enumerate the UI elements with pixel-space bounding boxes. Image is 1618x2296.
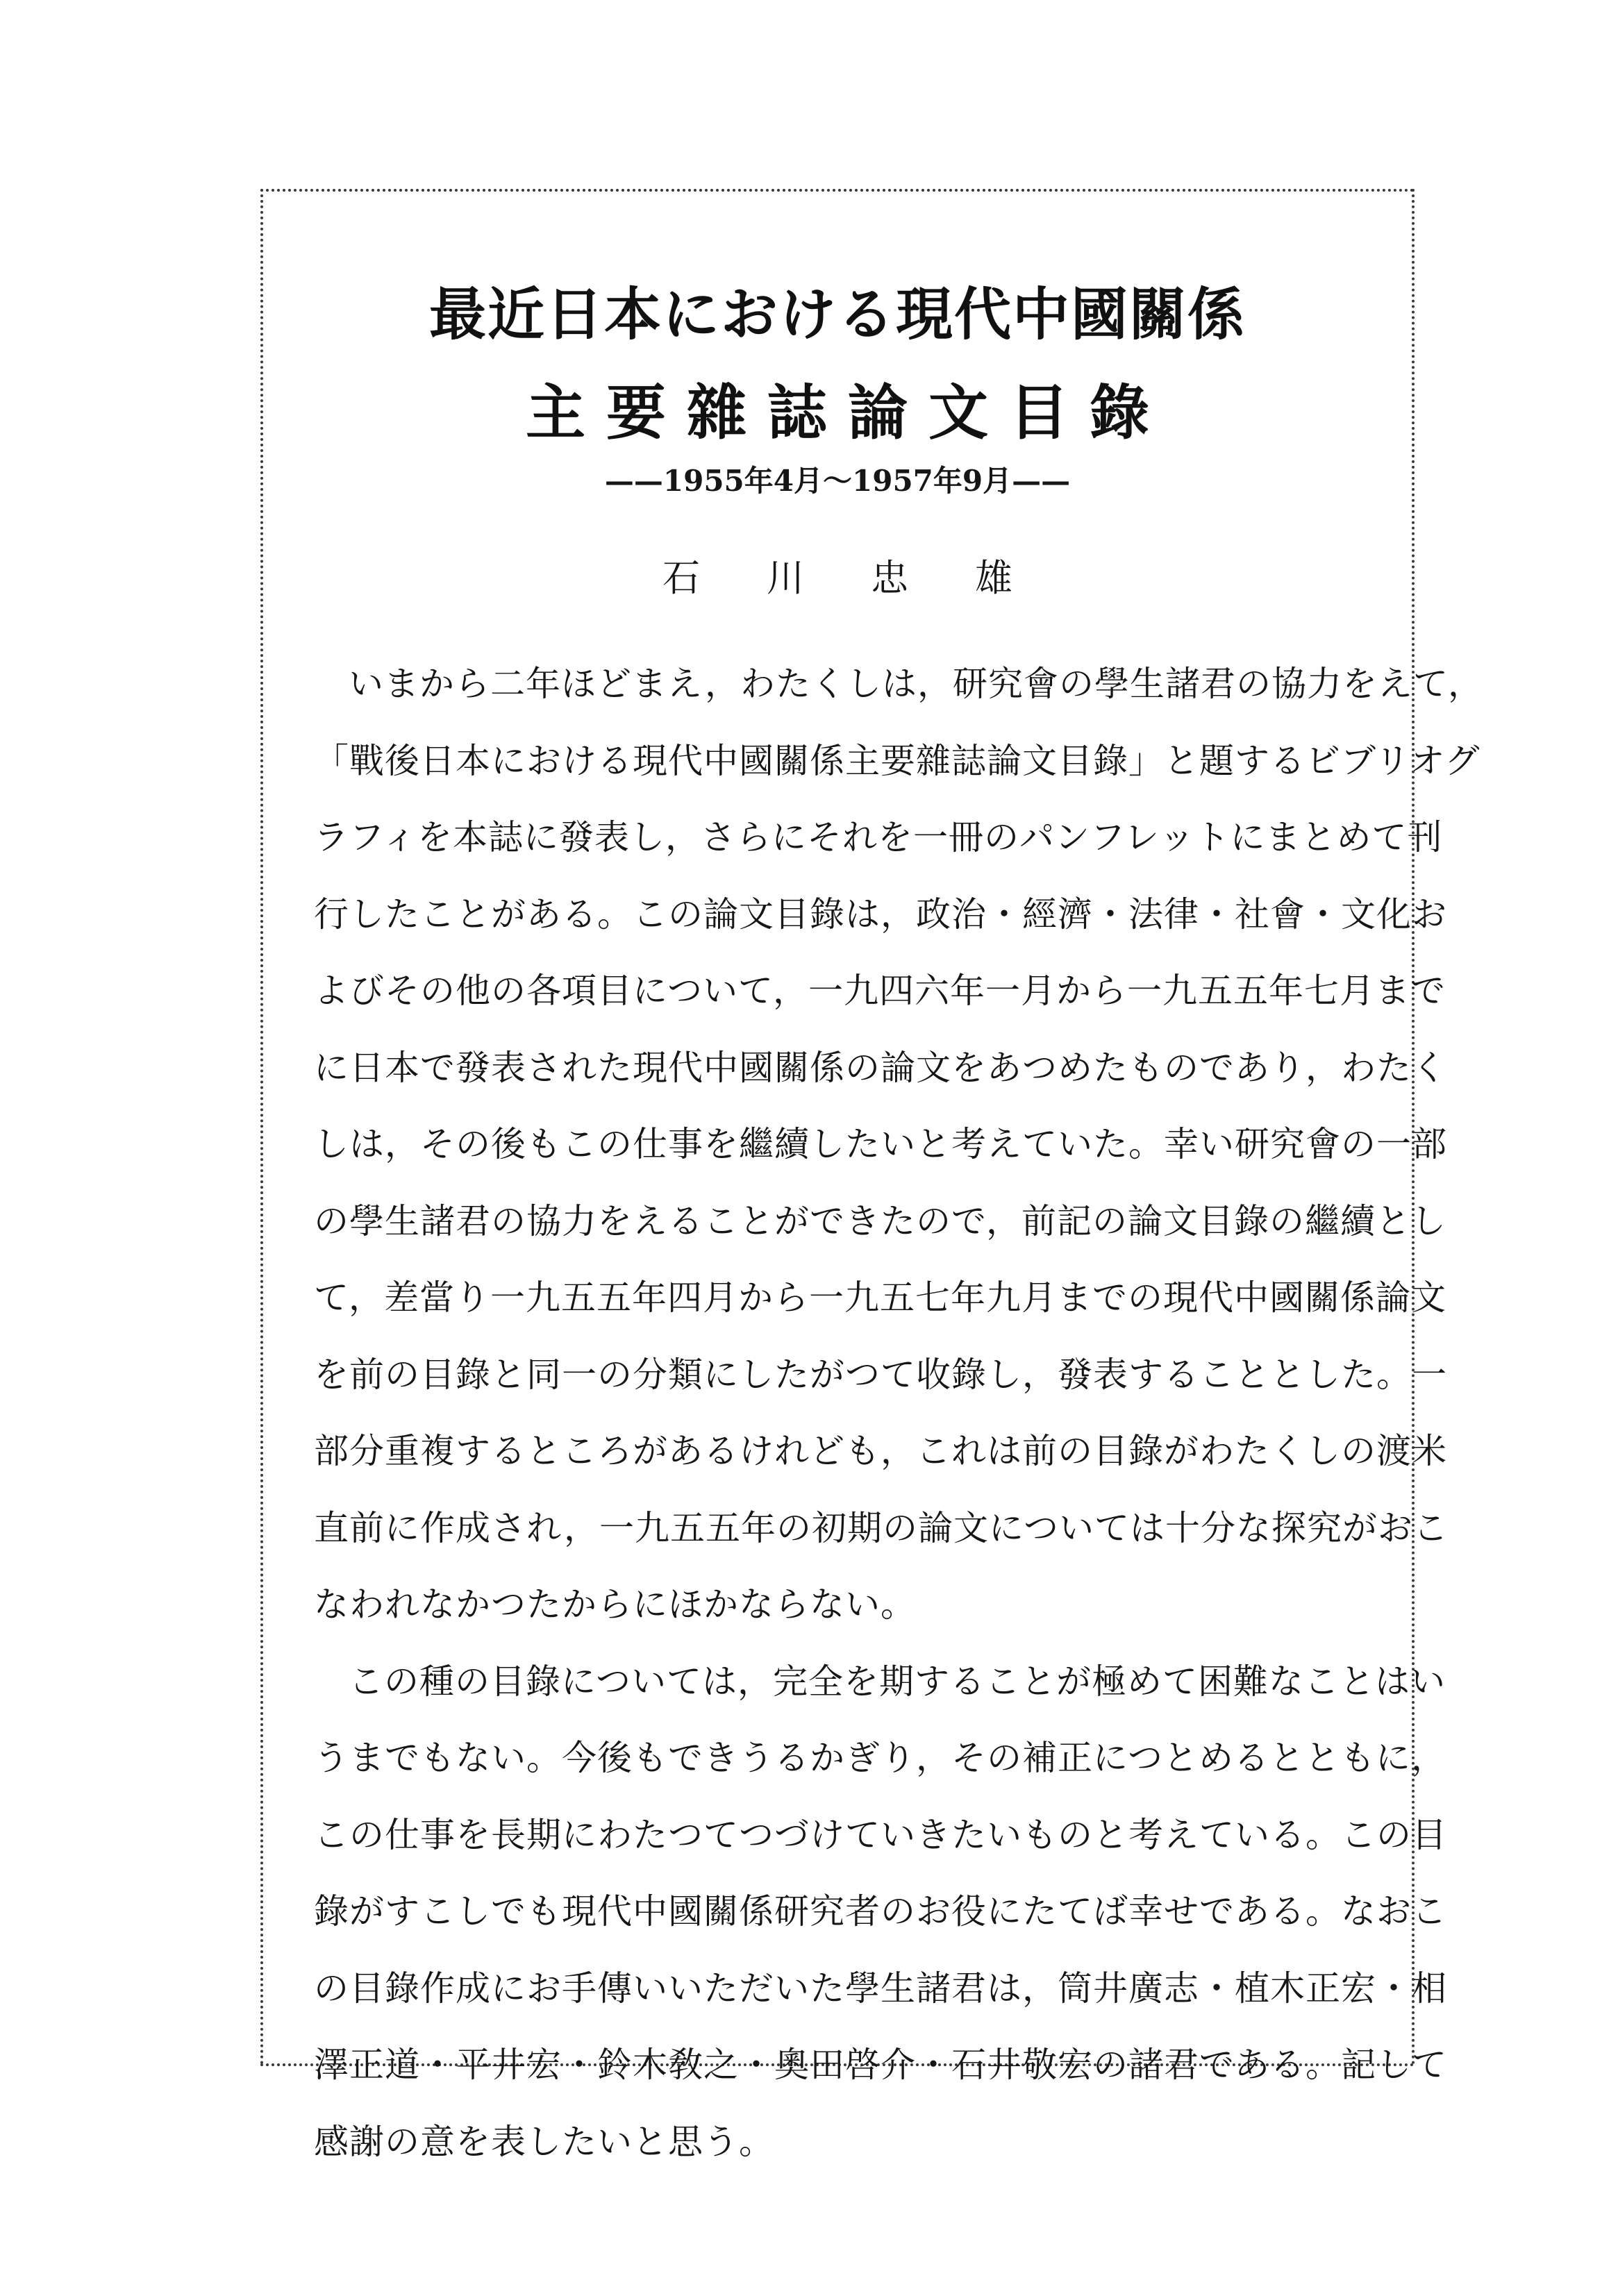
text-line: を前の目錄と同一の分類にしたがつて收錄し，發表することとした。一 <box>314 1354 1447 1395</box>
text-line: なわれなかつたからにほかならない。 <box>314 1584 916 1625</box>
paragraph-2 <box>314 1643 1447 2181</box>
title-line-1: 最近日本における現代中國關係 <box>428 281 1246 348</box>
paragraph-1 <box>314 646 1483 1643</box>
text-line: しは，その後もこの仕事を繼續したいと考えていた。幸い研究會の一部 <box>314 1124 1447 1164</box>
text-line: 澤正道・平井宏・鈴木敎之・奧田啓介・石井敬宏の諸君である。記して <box>314 2045 1447 2085</box>
author-name: 石川忠雄 <box>662 556 1079 600</box>
text-line: いまから二年ほどまえ，わたくしは，研究會の學生諸君の協力をえて， <box>349 664 1483 704</box>
text-line: 直前に作成され，一九五五年の初期の論文については十分な探究がおこ <box>314 1507 1449 1548</box>
text-line: 「戰後日本における現代中國關係主要雜誌論文目錄」と題するビブリオグ <box>314 740 1481 781</box>
text-line: よびその他の各項目について，一九四六年一月から一九五五年七月まで <box>314 971 1446 1011</box>
text-line: ラフィを本誌に發表し，さらにそれを一冊のパンフレットにまとめて刊 <box>314 817 1443 857</box>
text-line: 部分重複するところがあるけれども，これは前の目錄がわたくしの渡米 <box>314 1431 1447 1471</box>
period-subtitle: ——1955年4月〜1957年9月—— <box>604 464 1071 498</box>
text-line: うまでもない。今後もできうるかぎり，その補正につとめるとともに， <box>314 1738 1446 1778</box>
text-line: に日本で發表された現代中國關係の論文をあつめたものであり，わたく <box>314 1047 1447 1088</box>
text-line: 錄がすこしでも現代中國關係研究者のお役にたてば幸せである。なおこ <box>314 1891 1447 1932</box>
text-line: て，差當り一九五五年四月から一九五七年九月までの現代中國關係論文 <box>314 1277 1446 1318</box>
text-line: の目錄作成にお手傳いいただいた學生諸君は，筒井廣志・植木正宏・相 <box>314 1968 1447 2009</box>
text-line: の學生諸君の協力をえることができたので，前記の論文目錄の繼續とし <box>314 1200 1446 1241</box>
body-text <box>314 646 1483 2180</box>
text-line: 行したことがある。この論文目錄は，政治・經濟・法律・社會・文化お <box>314 894 1447 935</box>
text-line: この種の目錄については，完全を期することが極めて困難なことはい <box>349 1661 1446 1702</box>
text-line: 感謝の意を表したいと思う。 <box>314 2121 774 2162</box>
text-line: この仕事を長期にわたつてつづけていきたいものと考えている。この目 <box>314 1814 1447 1855</box>
title-line-2: 主要雜誌論文目錄 <box>526 378 1170 448</box>
